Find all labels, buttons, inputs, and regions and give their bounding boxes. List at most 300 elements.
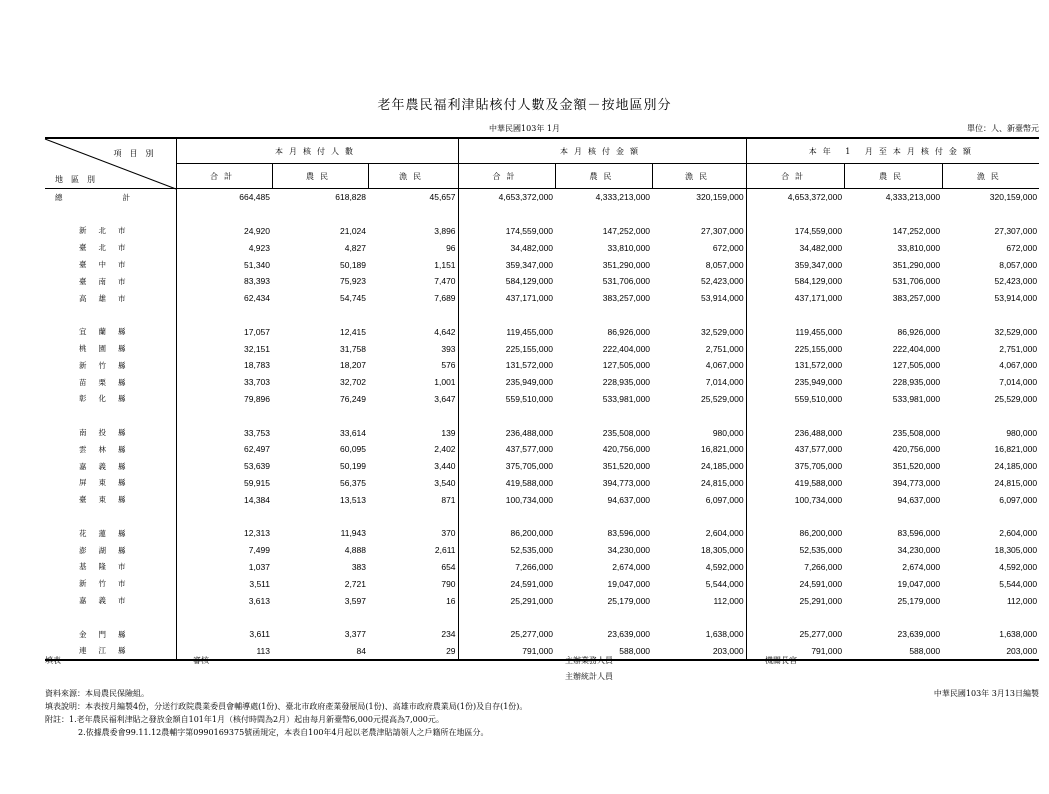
table-cell: 3,440	[434, 461, 456, 472]
region-name	[45, 424, 176, 441]
table-cell: 147,252,000	[602, 225, 651, 236]
region-name	[45, 290, 176, 307]
table-cell: 25,277,000	[458, 626, 555, 643]
table-cell: 4,827	[344, 242, 366, 253]
table-cell: 33,614	[340, 427, 366, 438]
region-name	[45, 391, 176, 408]
table-cell: 112,000	[713, 595, 744, 606]
table-cell: 618,828	[335, 192, 366, 203]
region-label: 南投縣	[79, 428, 138, 438]
table-cell: 790	[441, 578, 456, 589]
table-row	[45, 223, 1039, 240]
table-cell: 4,923	[176, 239, 272, 256]
table-cell: 53,914,000	[994, 293, 1038, 304]
table-body	[45, 189, 1039, 661]
table-cell: 32,151	[176, 340, 272, 357]
table-cell: 4,888	[344, 545, 366, 556]
sign-fill: 填表	[45, 656, 61, 665]
table-cell: 576	[441, 360, 456, 371]
table-cell: 1,638,000	[999, 629, 1038, 640]
table-cell: 351,290,000	[892, 259, 941, 270]
region-name	[45, 374, 176, 391]
column-header: 合計	[458, 164, 555, 189]
table-cell: 24,920	[176, 223, 272, 240]
table-cell: 5,544,000	[999, 578, 1038, 589]
table-cell: 79,896	[176, 391, 272, 408]
table-row	[45, 441, 1039, 458]
table-cell: 19,047,000	[607, 578, 651, 589]
table-cell: 320,159,000	[989, 192, 1038, 203]
table-cell: 24,591,000	[458, 575, 555, 592]
table-cell: 3,896	[434, 225, 456, 236]
region-label: 屏東縣	[79, 478, 138, 488]
region-label: 嘉義縣	[79, 461, 138, 471]
table-cell: 94,637,000	[607, 494, 651, 505]
table-cell: 370	[441, 528, 456, 539]
table-cell: 12,313	[176, 525, 272, 542]
region-label: 高雄市	[79, 293, 138, 303]
spacer-row	[45, 407, 1039, 424]
region-label: 新竹縣	[79, 360, 138, 370]
table-cell: 588,000	[844, 643, 942, 661]
table-row	[45, 340, 1039, 357]
table-cell: 18,305,000	[994, 545, 1038, 556]
table-cell: 2,611	[434, 545, 456, 556]
table-cell: 33,703	[176, 374, 272, 391]
table-cell: 375,705,000	[458, 458, 555, 475]
table-cell: 86,200,000	[458, 525, 555, 542]
spacer-row	[45, 508, 1039, 525]
sign-stats: 主辦統計人員	[565, 672, 613, 681]
table-cell: 2,751,000	[705, 343, 744, 354]
table-cell: 96	[446, 242, 456, 253]
table-cell: 393	[441, 343, 456, 354]
table-cell: 236,488,000	[458, 424, 555, 441]
table-cell: 351,520,000	[892, 461, 941, 472]
table-cell: 2,402	[434, 444, 456, 455]
spacer-row	[45, 609, 1039, 626]
region-name	[45, 458, 176, 475]
region-name	[45, 525, 176, 542]
table-cell: 52,535,000	[746, 542, 844, 559]
report-title: 老年農民福利津貼核付人數及金額－按地區別分	[377, 98, 672, 113]
table-cell: 420,756,000	[892, 444, 941, 455]
table-cell: 228,935,000	[892, 377, 941, 388]
table-cell: 235,949,000	[458, 374, 555, 391]
table-cell: 1,151	[434, 259, 456, 270]
table-row	[45, 458, 1039, 475]
table-cell: 45,657	[429, 192, 456, 203]
table-cell: 127,505,000	[602, 360, 651, 371]
table-row	[45, 559, 1039, 576]
table-cell: 4,067,000	[999, 360, 1038, 371]
region-label: 宜蘭縣	[79, 327, 138, 337]
table-row	[45, 189, 1039, 206]
table-cell: 75,923	[340, 276, 366, 287]
table-row	[45, 374, 1039, 391]
table-cell: 14,384	[176, 491, 272, 508]
table-cell: 4,592,000	[999, 561, 1038, 572]
table-cell: 54,745	[340, 293, 366, 304]
table-cell: 4,592,000	[705, 561, 744, 572]
table-cell: 383	[351, 561, 366, 572]
table-cell: 31,758	[340, 343, 366, 354]
table-cell: 83,393	[176, 273, 272, 290]
table-cell: 3,597	[344, 595, 366, 606]
table-cell: 235,508,000	[892, 427, 941, 438]
note-2: 2.依據農委會99.11.12農輔字第0990169375號函規定，本表自100年4月起以老農津貼請領人之戶籍所在地區分。	[78, 728, 489, 737]
table-cell: 24,185,000	[701, 461, 744, 472]
table-cell: 533,981,000	[892, 393, 941, 404]
table-cell: 34,482,000	[458, 239, 555, 256]
table-cell: 2,604,000	[705, 528, 744, 539]
spacer-row	[45, 206, 1039, 223]
table-cell: 13,513	[340, 494, 366, 505]
region-label: 雲林縣	[79, 444, 138, 454]
table-cell: 33,753	[176, 424, 272, 441]
table-cell: 174,559,000	[458, 223, 555, 240]
table-cell: 60,095	[340, 444, 366, 455]
table-cell: 25,291,000	[746, 592, 844, 609]
table-cell: 394,773,000	[602, 477, 651, 488]
table-cell: 225,155,000	[746, 340, 844, 357]
table-cell: 131,572,000	[746, 357, 844, 374]
region-name	[45, 592, 176, 609]
table-cell: 50,199	[340, 461, 366, 472]
table-cell: 139	[441, 427, 456, 438]
note-compiled: 中華民國103年 3月13日編製	[933, 689, 1039, 698]
data-table	[45, 137, 1039, 661]
note-desc: 填表說明：本表按月編製4份，分送行政院農業委員會輔導處(1份)、臺北市政府產業發展局(1份)、高雄市政府農業局(1份)及自存(1份)。	[45, 702, 528, 711]
table-cell: 980,000	[712, 427, 744, 438]
region-label: 臺北市	[79, 243, 138, 253]
table-cell: 24,591,000	[746, 575, 844, 592]
table-cell: 1,037	[176, 559, 272, 576]
table-cell: 32,529,000	[701, 326, 744, 337]
table-cell: 3,540	[434, 477, 456, 488]
table-cell: 34,230,000	[607, 545, 651, 556]
column-header: 農民	[844, 164, 942, 189]
table-cell: 56,375	[340, 477, 366, 488]
table-row	[45, 575, 1039, 592]
table-cell: 174,559,000	[746, 223, 844, 240]
table-cell: 52,535,000	[458, 542, 555, 559]
table-cell: 7,499	[176, 542, 272, 559]
table-cell: 222,404,000	[602, 343, 651, 354]
table-cell: 654	[441, 561, 456, 572]
table-cell: 3,377	[344, 629, 366, 640]
table-cell: 100,734,000	[458, 491, 555, 508]
region-label: 新竹市	[79, 579, 138, 589]
region-name	[45, 323, 176, 340]
table-cell: 3,511	[176, 575, 272, 592]
column-header: 合計	[176, 164, 272, 189]
table-cell: 234	[441, 629, 456, 640]
note-1: 附註：1.老年農民福利津貼之發放金額自101年1月（核付時間為2月）起由每月新臺幣6,000元提高為7,000元。	[45, 715, 444, 724]
table-row	[45, 273, 1039, 290]
table-cell: 4,653,372,000	[746, 189, 844, 206]
table-cell: 664,485	[176, 189, 272, 206]
table-cell: 584,129,000	[746, 273, 844, 290]
table-cell: 5,544,000	[705, 578, 744, 589]
table-cell: 2,751,000	[999, 343, 1038, 354]
region-label: 彰化縣	[79, 394, 138, 404]
region-name	[45, 475, 176, 492]
table-cell: 32,529,000	[994, 326, 1038, 337]
table-cell: 2,721	[344, 578, 366, 589]
table-row	[45, 491, 1039, 508]
table-cell: 52,423,000	[994, 276, 1038, 287]
table-cell: 7,266,000	[746, 559, 844, 576]
corner-top-label: 項目別	[113, 149, 162, 158]
table-cell: 27,307,000	[701, 225, 744, 236]
region-label: 桃園縣	[79, 344, 138, 354]
table-cell: 2,604,000	[999, 528, 1038, 539]
table-cell: 51,340	[176, 256, 272, 273]
table-cell: 23,639,000	[607, 629, 651, 640]
report-unit: 單位：人、新臺幣元	[967, 124, 1039, 133]
table-cell: 29	[368, 643, 458, 661]
table-cell: 8,057,000	[705, 259, 744, 270]
table-cell: 84	[272, 643, 368, 661]
region-label: 新北市	[79, 226, 138, 236]
region-label: 苗栗縣	[79, 377, 138, 387]
table-cell: 7,689	[434, 293, 456, 304]
table-cell: 4,067,000	[705, 360, 744, 371]
table-cell: 531,706,000	[602, 276, 651, 287]
table-cell: 359,347,000	[746, 256, 844, 273]
table-cell: 83,596,000	[607, 528, 651, 539]
table-cell: 25,529,000	[994, 393, 1038, 404]
table-cell: 59,915	[176, 475, 272, 492]
table-row	[45, 391, 1039, 408]
table-cell: 3,647	[434, 393, 456, 404]
table-row	[45, 475, 1039, 492]
region-label: 基隆市	[79, 562, 138, 572]
column-header: 農民	[555, 164, 652, 189]
table-cell: 4,653,372,000	[458, 189, 555, 206]
table-cell: 588,000	[555, 643, 652, 661]
corner-bottom-label: 地區別	[55, 175, 103, 184]
region-name	[45, 357, 176, 374]
region-name	[45, 340, 176, 357]
table-cell: 8,057,000	[999, 259, 1038, 270]
table-cell: 113	[176, 643, 272, 661]
region-name	[45, 643, 176, 661]
table-cell: 18,305,000	[701, 545, 744, 556]
table-cell: 62,434	[176, 290, 272, 307]
table-cell: 12,415	[340, 326, 366, 337]
table-cell: 18,783	[176, 357, 272, 374]
table-cell: 222,404,000	[892, 343, 941, 354]
table-cell: 6,097,000	[705, 494, 744, 505]
table-cell: 3,611	[176, 626, 272, 643]
table-cell: 419,588,000	[458, 475, 555, 492]
spacer-row	[45, 307, 1039, 324]
table-cell: 203,000	[942, 643, 1039, 661]
table-row	[45, 256, 1039, 273]
region-label: 金門縣	[79, 629, 138, 639]
region-label: 臺中市	[79, 260, 138, 270]
region-name	[45, 575, 176, 592]
table-cell: 76,249	[340, 393, 366, 404]
table-cell: 16,821,000	[701, 444, 744, 455]
region-name	[45, 256, 176, 273]
table-cell: 559,510,000	[746, 391, 844, 408]
table-cell: 4,333,213,000	[595, 192, 651, 203]
table-cell: 383,257,000	[602, 293, 651, 304]
table-cell: 871	[441, 494, 456, 505]
table-cell: 86,200,000	[746, 525, 844, 542]
table-cell: 359,347,000	[458, 256, 555, 273]
region-name	[45, 559, 176, 576]
table-cell: 16,821,000	[994, 444, 1038, 455]
table-cell: 437,171,000	[458, 290, 555, 307]
note-source: 資料來源：本局農民保險組。	[45, 689, 149, 698]
region-label: 臺東縣	[79, 495, 138, 505]
table-cell: 672,000	[712, 242, 744, 253]
column-header: 漁民	[368, 164, 458, 189]
table-cell: 791,000	[746, 643, 844, 661]
region-label: 總計	[55, 192, 190, 202]
table-row	[45, 290, 1039, 307]
region-name	[45, 441, 176, 458]
table-cell: 791,000	[458, 643, 555, 661]
table-row	[45, 424, 1039, 441]
column-header: 農民	[272, 164, 368, 189]
table-cell: 559,510,000	[458, 391, 555, 408]
table-cell: 235,508,000	[602, 427, 651, 438]
table-cell: 533,981,000	[602, 393, 651, 404]
table-cell: 228,935,000	[602, 377, 651, 388]
table-cell: 437,577,000	[746, 441, 844, 458]
table-cell: 584,129,000	[458, 273, 555, 290]
table-cell: 420,756,000	[602, 444, 651, 455]
table-cell: 2,674,000	[902, 561, 941, 572]
table-cell: 7,014,000	[705, 377, 744, 388]
table-cell: 50,189	[340, 259, 366, 270]
table-cell: 100,734,000	[746, 491, 844, 508]
sign-review: 審核	[193, 656, 209, 665]
table-cell: 4,333,213,000	[885, 192, 941, 203]
group-header: 本月核付人數	[176, 138, 458, 164]
region-name	[45, 273, 176, 290]
region-name	[45, 626, 176, 643]
group-header: 本月核付金額	[458, 138, 746, 164]
table-cell: 1,001	[434, 377, 456, 388]
table-cell: 1,638,000	[705, 629, 744, 640]
table-cell: 203,000	[652, 643, 746, 661]
table-row	[45, 323, 1039, 340]
table-cell: 2,674,000	[612, 561, 651, 572]
table-cell: 52,423,000	[701, 276, 744, 287]
table-cell: 225,155,000	[458, 340, 555, 357]
table-cell: 351,290,000	[602, 259, 651, 270]
table-cell: 437,171,000	[746, 290, 844, 307]
table-cell: 24,815,000	[994, 477, 1038, 488]
table-cell: 33,810,000	[607, 242, 651, 253]
table-cell: 33,810,000	[897, 242, 941, 253]
table-cell: 235,949,000	[746, 374, 844, 391]
table-cell: 62,497	[176, 441, 272, 458]
table-cell: 16	[446, 595, 456, 606]
table-cell: 24,185,000	[994, 461, 1038, 472]
table-cell: 6,097,000	[999, 494, 1038, 505]
column-header: 合計	[746, 164, 844, 189]
table-cell: 17,057	[176, 323, 272, 340]
table-cell: 112,000	[1006, 595, 1038, 606]
table-cell: 11,943	[340, 528, 366, 539]
table-cell: 23,639,000	[897, 629, 941, 640]
table-cell: 4,642	[434, 326, 456, 337]
table-cell: 19,047,000	[897, 578, 941, 589]
region-name	[45, 239, 176, 256]
region-name	[45, 223, 176, 240]
region-label: 花蓮縣	[79, 528, 138, 538]
corner-header	[45, 138, 176, 189]
table-cell: 83,596,000	[897, 528, 941, 539]
table-cell: 24,815,000	[701, 477, 744, 488]
table-cell: 7,014,000	[999, 377, 1038, 388]
region-name	[45, 491, 176, 508]
table-row	[45, 525, 1039, 542]
table-row	[45, 239, 1039, 256]
table-cell: 7,470	[434, 276, 456, 287]
group-header: 本年 1 月至本月核付金額	[746, 138, 1039, 164]
table-row	[45, 592, 1039, 609]
table-cell: 147,252,000	[892, 225, 941, 236]
table-cell: 25,277,000	[746, 626, 844, 643]
table-cell: 351,520,000	[602, 461, 651, 472]
table-cell: 34,230,000	[897, 545, 941, 556]
region-name	[45, 189, 190, 206]
table-cell: 320,159,000	[696, 192, 744, 203]
region-label: 連江縣	[79, 646, 138, 656]
table-cell: 383,257,000	[892, 293, 941, 304]
table-cell: 25,291,000	[458, 592, 555, 609]
table-row	[45, 357, 1039, 374]
table-cell: 980,000	[1006, 427, 1038, 438]
table-cell: 86,926,000	[897, 326, 941, 337]
sign-business: 主辦業務人員	[565, 656, 613, 665]
table-cell: 672,000	[1006, 242, 1038, 253]
table-row	[45, 542, 1039, 559]
column-header: 漁民	[652, 164, 746, 189]
table-cell: 394,773,000	[892, 477, 941, 488]
table-cell: 437,577,000	[458, 441, 555, 458]
table-cell: 531,706,000	[892, 276, 941, 287]
table-cell: 27,307,000	[994, 225, 1038, 236]
table-cell: 131,572,000	[458, 357, 555, 374]
sign-head: 機關長官	[765, 656, 797, 665]
table-cell: 18,207	[340, 360, 366, 371]
table-cell: 34,482,000	[746, 239, 844, 256]
table-cell: 25,179,000	[897, 595, 941, 606]
table-cell: 25,529,000	[701, 393, 744, 404]
table-cell: 53,914,000	[701, 293, 744, 304]
column-header: 漁民	[942, 164, 1039, 189]
table-row	[45, 626, 1039, 643]
table-cell: 32,702	[340, 377, 366, 388]
report-period: 中華民國103年 1月	[489, 124, 560, 133]
table-cell: 3,613	[176, 592, 272, 609]
table-cell: 94,637,000	[897, 494, 941, 505]
table-cell: 236,488,000	[746, 424, 844, 441]
table-cell: 419,588,000	[746, 475, 844, 492]
table-cell: 86,926,000	[607, 326, 651, 337]
table-cell: 21,024	[340, 225, 366, 236]
table-cell: 7,266,000	[458, 559, 555, 576]
